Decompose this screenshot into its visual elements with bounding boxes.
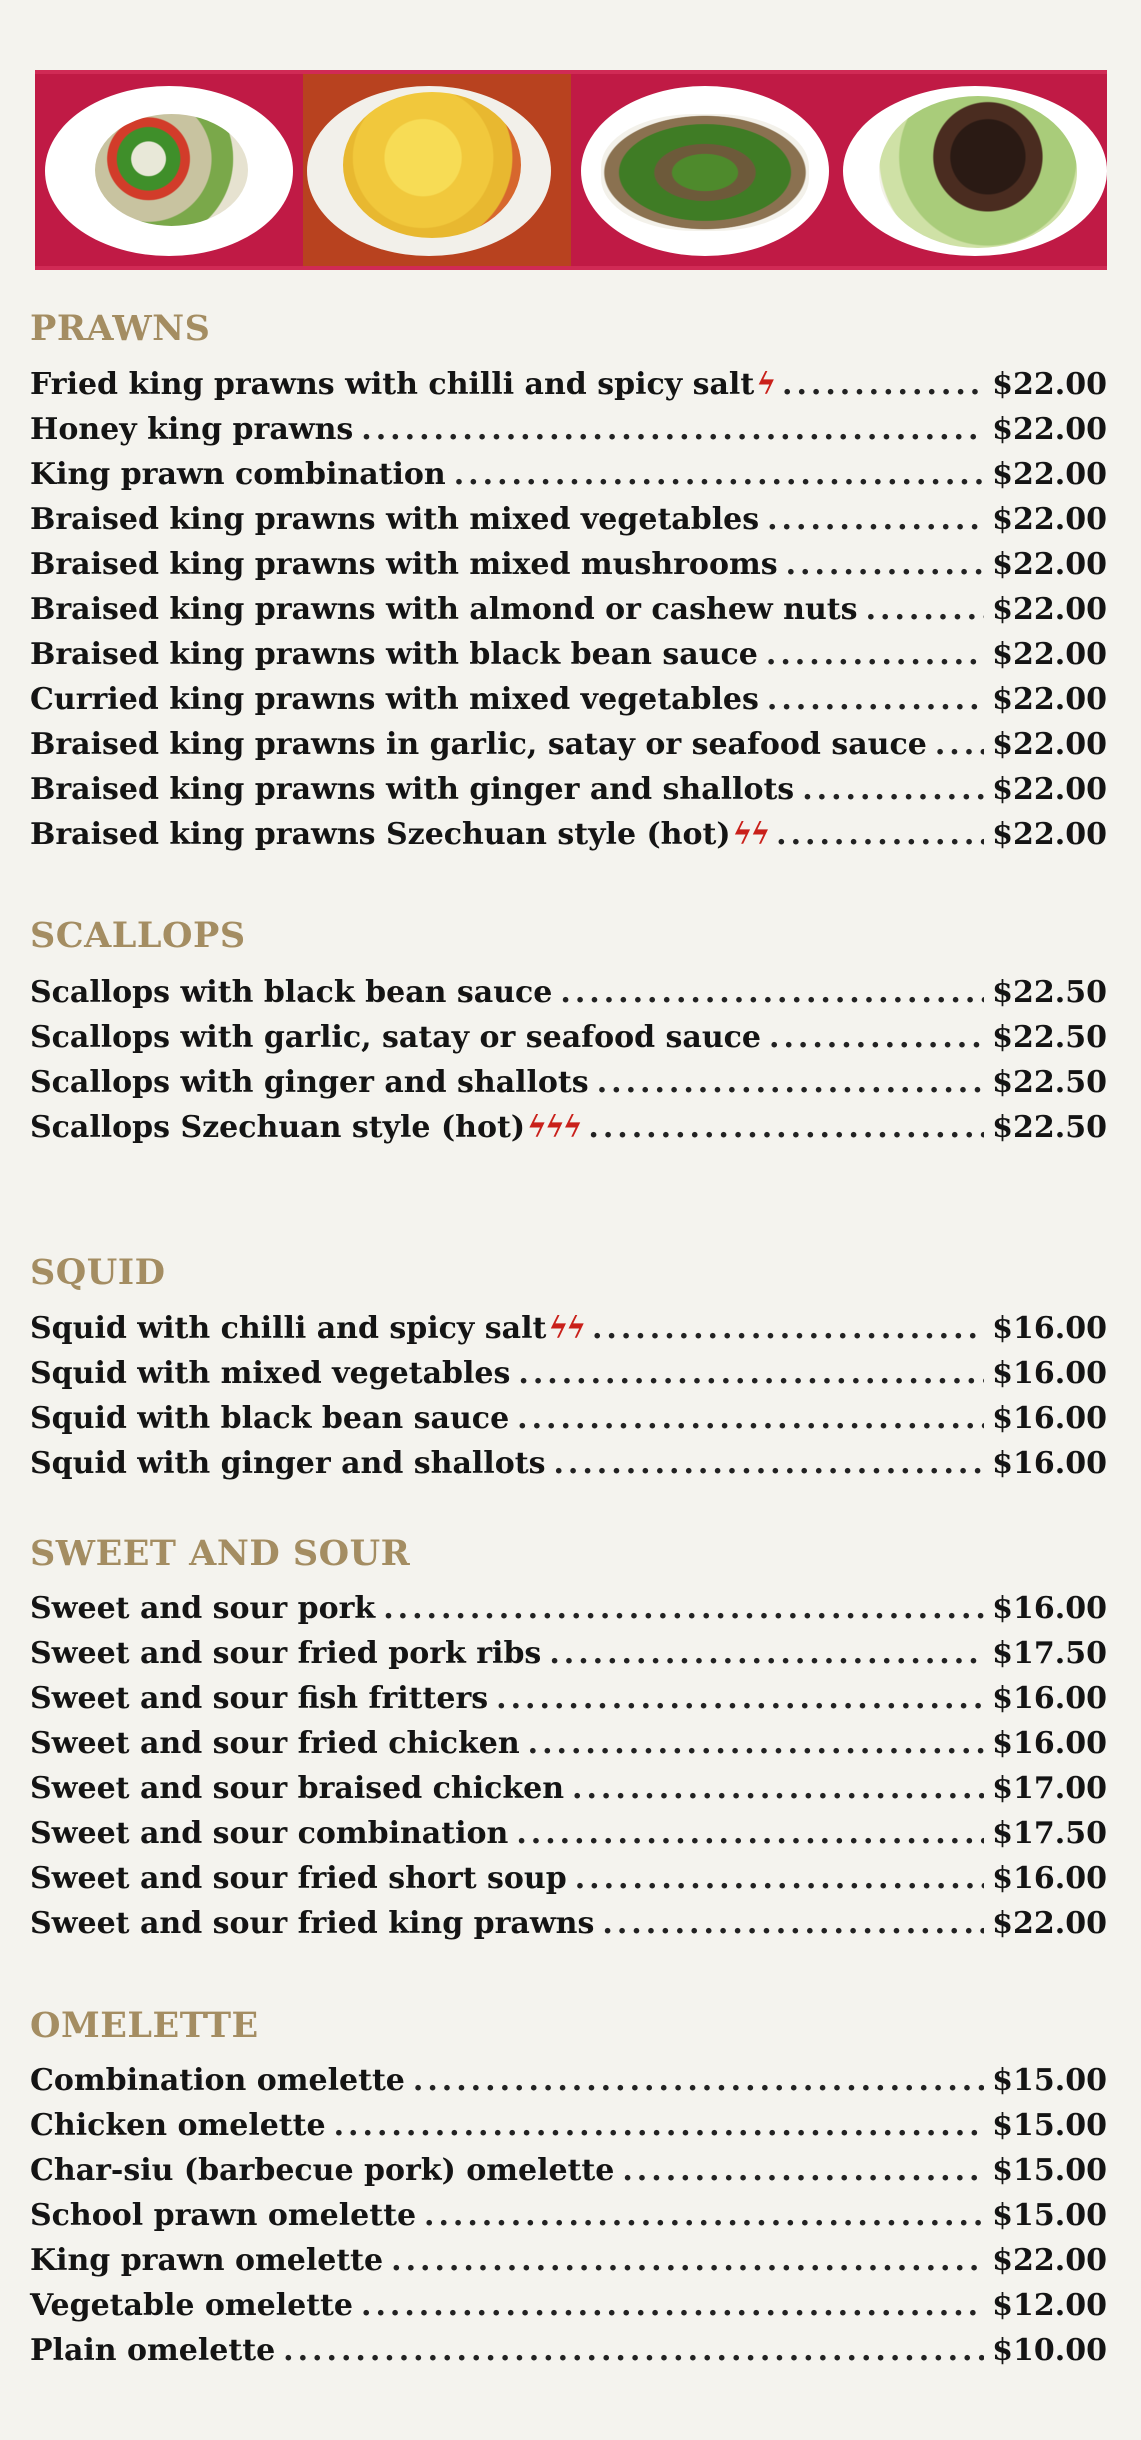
menu-item (30, 1721, 1107, 1766)
menu-item-name: King prawn combination (30, 457, 446, 492)
dot-leader (424, 2193, 984, 2238)
chilli-icon: ϟϟ (548, 1311, 584, 1346)
menu-item-name: Scallops with ginger and shallots (30, 1065, 589, 1100)
menu-item-name: Sweet and sour fried pork ribs (30, 1636, 542, 1671)
menu-item-price: $22.00 (992, 682, 1107, 717)
dot-leader (560, 970, 984, 1015)
dot-leader (767, 497, 984, 542)
menu-item-name: Braised king prawns with almond or cashew nuts (30, 592, 858, 627)
menu-item-price: $10.00 (992, 2333, 1107, 2368)
menu-item-price: $22.00 (992, 817, 1107, 852)
menu-item (30, 2193, 1107, 2238)
menu-item-price: $22.00 (992, 457, 1107, 492)
menu-item (30, 362, 1107, 407)
menu-item-name: Sweet and sour fried chicken (30, 1726, 520, 1761)
menu-item-name: Combination omelette (30, 2063, 405, 2098)
menu-item-price: $22.50 (992, 1110, 1107, 1145)
menu-item (30, 1811, 1107, 1856)
menu-item-name: Plain omelette (30, 2333, 276, 2368)
menu-item (30, 1396, 1107, 1441)
section-list-scallops (30, 970, 1107, 1150)
menu-item-price: $22.00 (992, 367, 1107, 402)
menu-item (30, 722, 1107, 767)
dot-leader (413, 2058, 984, 2103)
menu-item-name: Chicken omelette (30, 2108, 326, 2143)
menu-item-name: Braised king prawns in garlic, satay or seafood sauce (30, 727, 927, 762)
menu-item-name: Sweet and sour fried short soup (30, 1861, 567, 1896)
menu-item-name: Sweet and sour fried king prawns (30, 1906, 595, 1941)
dot-leader (391, 2238, 984, 2283)
menu-item (30, 1060, 1107, 1105)
menu-item-name: Scallops Szechuan style (hot) (30, 1110, 526, 1145)
section-title-omelette: OMELETTE (30, 2005, 259, 2046)
menu-item-name: Braised king prawns with mixed mushrooms (30, 547, 778, 582)
menu-item-price: $15.00 (992, 2198, 1107, 2233)
menu-item-price: $16.00 (992, 1311, 1107, 1346)
menu-item-price: $16.00 (992, 1681, 1107, 1716)
menu-item (30, 767, 1107, 812)
section-list-prawns (30, 362, 1107, 857)
menu-item-price: $16.00 (992, 1356, 1107, 1391)
dot-leader (597, 1060, 984, 1105)
menu-item (30, 2238, 1107, 2283)
menu-item-name: Braised king prawns with black bean sauce (30, 637, 758, 672)
menu-item-name: Squid with black bean sauce (30, 1401, 510, 1436)
dot-leader (549, 1631, 984, 1676)
menu-item-price: $22.00 (992, 412, 1107, 447)
menu-item-name: Braised king prawns with mixed vegetables (30, 502, 760, 537)
dot-leader (786, 542, 985, 587)
dot-leader (935, 722, 984, 767)
menu-item-price: $17.50 (992, 1636, 1107, 1671)
menu-item-price: $15.00 (992, 2153, 1107, 2188)
menu-item-name: Squid with mixed vegetables (30, 1356, 511, 1391)
menu-item (30, 970, 1107, 1015)
menu-item-price: $22.00 (992, 727, 1107, 762)
menu-item (30, 1766, 1107, 1811)
menu-item (30, 1631, 1107, 1676)
menu-item-price: $16.00 (992, 1726, 1107, 1761)
menu-item-name: Sweet and sour combination (30, 1816, 509, 1851)
menu-item-price: $22.00 (992, 1906, 1107, 1941)
menu-item-name: Curried king prawns with mixed vegetables (30, 682, 759, 717)
dot-leader (622, 2148, 984, 2193)
menu-item-price: $16.00 (992, 1401, 1107, 1436)
menu-item-price: $22.00 (992, 2243, 1107, 2278)
menu-item-name: Fried king prawns with chilli and spicy salt (30, 367, 755, 402)
sweet-and-sour-photo (303, 74, 571, 266)
dot-leader (334, 2103, 985, 2148)
menu-item-name: Sweet and sour fish fritters (30, 1681, 489, 1716)
dot-leader (766, 632, 984, 677)
stir-fried-king-prawns-photo (35, 74, 303, 266)
dot-leader (782, 362, 984, 407)
menu-item (30, 1441, 1107, 1486)
menu-item-price: $15.00 (992, 2108, 1107, 2143)
menu-item-name: Braised king prawns with ginger and shallots (30, 772, 795, 807)
food-photo-banner (35, 70, 1107, 270)
menu-item-name: Char-siu (barbecue pork) omelette (30, 2153, 615, 2188)
menu-item (30, 497, 1107, 542)
dot-leader (361, 2283, 984, 2328)
chilli-icon: ϟϟ (732, 817, 769, 852)
menu-item (30, 1901, 1107, 1946)
menu-item-price: $22.00 (992, 772, 1107, 807)
chilli-icon: ϟϟϟ (527, 1110, 581, 1145)
menu-item (30, 2328, 1107, 2373)
dot-leader (516, 1811, 984, 1856)
dot-leader (454, 452, 984, 497)
chilli-icon: ϟ (756, 367, 774, 402)
dot-leader (572, 1766, 984, 1811)
menu-item-name: Sweet and sour braised chicken (30, 1771, 565, 1806)
dot-leader (528, 1721, 985, 1766)
menu-item-name: School prawn omelette (30, 2198, 417, 2233)
menu-item (30, 677, 1107, 722)
dot-leader (361, 407, 984, 452)
menu-item-name: Scallops with black bean sauce (30, 975, 553, 1010)
dot-leader (776, 812, 984, 857)
menu-item (30, 812, 1107, 857)
menu-item (30, 2283, 1107, 2328)
dot-leader (767, 677, 984, 722)
dot-leader (283, 2328, 984, 2373)
menu-item-name: Braised king prawns Szechuan style (hot) (30, 817, 731, 852)
menu-item (30, 2148, 1107, 2193)
mushrooms-bok-choy-photo (839, 74, 1107, 266)
menu-item-price: $22.50 (992, 1020, 1107, 1055)
menu-item (30, 2103, 1107, 2148)
menu-item (30, 1306, 1107, 1351)
menu-item-price: $16.00 (992, 1446, 1107, 1481)
menu-item (30, 1676, 1107, 1721)
menu-item-name: King prawn omelette (30, 2243, 384, 2278)
green-beans-photo (571, 74, 839, 266)
menu-item-price: $16.00 (992, 1861, 1107, 1896)
dot-leader (802, 767, 984, 812)
menu-item (30, 2058, 1107, 2103)
menu-item-name: Sweet and sour pork (30, 1591, 376, 1626)
menu-item-price: $22.00 (992, 547, 1107, 582)
section-list-omelette (30, 2058, 1107, 2373)
menu-item-price: $22.50 (992, 1065, 1107, 1100)
menu-item (30, 1105, 1107, 1150)
menu-item (30, 632, 1107, 677)
dot-leader (592, 1306, 984, 1351)
menu-item-name: Vegetable omelette (30, 2288, 353, 2323)
menu-item-price: $17.00 (992, 1771, 1107, 1806)
menu-item-price: $16.00 (992, 1591, 1107, 1626)
dot-leader (588, 1105, 984, 1150)
menu-item-price: $12.00 (992, 2288, 1107, 2323)
menu-item-name: Scallops with garlic, satay or seafood sauce (30, 1020, 762, 1055)
dot-leader (496, 1676, 984, 1721)
menu-item-price: $22.00 (992, 637, 1107, 672)
section-list-sweet-and-sour (30, 1586, 1107, 1946)
menu-item-name: Squid with ginger and shallots (30, 1446, 546, 1481)
dot-leader (602, 1901, 984, 1946)
menu-item (30, 1351, 1107, 1396)
menu-item (30, 1586, 1107, 1631)
menu-item (30, 452, 1107, 497)
dot-leader (518, 1351, 984, 1396)
menu-item-price: $15.00 (992, 2063, 1107, 2098)
menu-item-price: $22.50 (992, 975, 1107, 1010)
section-list-squid (30, 1306, 1107, 1486)
menu-item-price: $22.00 (992, 592, 1107, 627)
menu-item (30, 1015, 1107, 1060)
dot-leader (553, 1441, 984, 1486)
menu-item-price: $17.50 (992, 1816, 1107, 1851)
section-title-sweet-and-sour: SWEET AND SOUR (30, 1533, 411, 1574)
dot-leader (383, 1586, 984, 1631)
menu-item (30, 587, 1107, 632)
section-title-prawns: PRAWNS (30, 308, 211, 349)
menu-item (30, 1856, 1107, 1901)
section-title-scallops: SCALLOPS (30, 915, 246, 956)
menu-item-name: Squid with chilli and spicy salt (30, 1311, 547, 1346)
dot-leader (575, 1856, 984, 1901)
section-title-squid: SQUID (30, 1252, 166, 1293)
dot-leader (769, 1015, 984, 1060)
dot-leader (517, 1396, 984, 1441)
menu-item-price: $22.00 (992, 502, 1107, 537)
menu-item (30, 542, 1107, 587)
dot-leader (866, 587, 985, 632)
menu-item-name: Honey king prawns (30, 412, 354, 447)
menu-item (30, 407, 1107, 452)
